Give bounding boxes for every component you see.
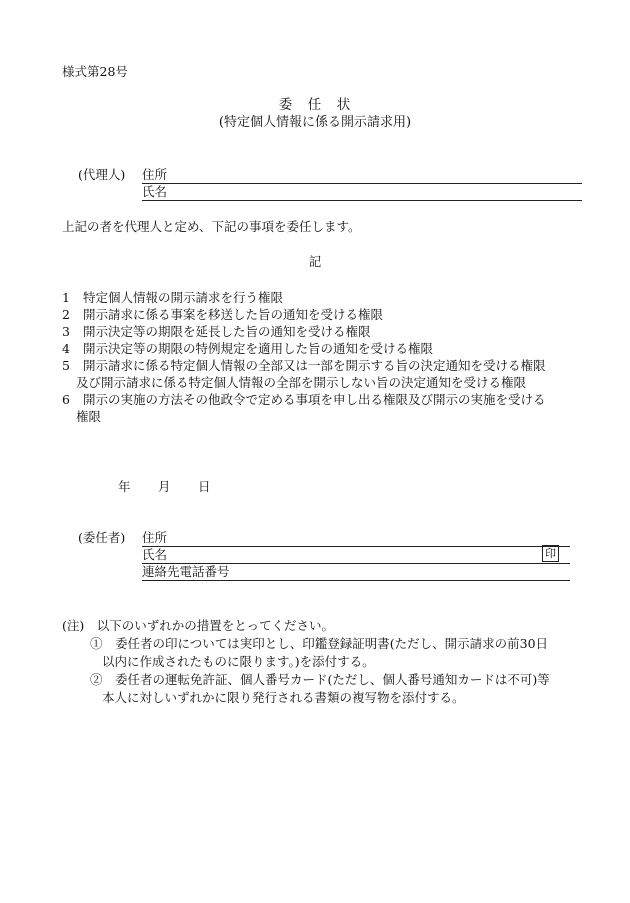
agent-name-label: 氏名 [142,184,168,199]
item-text: 特定個人情報の開示請求を行う権限 [83,290,284,305]
note-line-continued: 本人に対しいずれかに限り発行される書類の複写物を添付する。 [102,690,465,705]
document-subtitle: (特定個人情報に係る開示請求用) [218,115,412,130]
item-number: 5 [62,358,70,373]
notes-heading: (注) 以下のいずれかの措置をとってください。 [62,618,335,633]
agent-label: (代理人) [78,167,126,182]
delegation-statement: 上記の者を代理人と定め、下記の事項を委任します。 [62,219,361,234]
note-item [90,635,548,671]
item-text-continued: 権限 [76,409,102,424]
agent-address-field[interactable] [142,167,582,184]
note-line-continued: 以内に作成されたものに限ります。)を添付する。 [102,654,375,669]
item-number: 3 [62,324,70,339]
item-text-continued: 及び開示請求に係る特定個人情報の全部を開示しない旨の決定通知を受ける権限 [76,375,527,390]
note-line: ① 委任者の印については実印とし、印鑑登録証明書(ただし、開示請求の前30日 [90,636,549,651]
agent-address-label: 住所 [142,167,168,182]
item-text: 開示決定等の期限を延長した旨の通知を受ける権限 [83,324,371,339]
seal-mark: 印 [542,545,559,562]
list-item [62,357,546,391]
date-month: 月 [158,479,171,494]
list-item [62,306,383,323]
principal-name-field[interactable] [142,547,570,564]
item-number: 6 [62,392,70,407]
item-number: 2 [62,307,70,322]
list-item [62,391,546,425]
item-number: 4 [62,341,70,356]
list-item [62,289,283,306]
principal-address-field[interactable] [142,530,570,547]
item-text: 開示決定等の期限の特例規定を適用した旨の通知を受ける権限 [83,341,434,356]
document-title: 委 任 状 [278,97,352,113]
form-number: 様式第28号 [62,64,128,79]
item-text: 開示請求に係る事案を移送した旨の通知を受ける権限 [83,307,384,322]
list-item [62,340,433,357]
ki-heading: 記 [308,254,322,269]
agent-name-field[interactable] [142,184,582,201]
date-year: 年 [118,479,131,494]
principal-name-label: 氏名 [142,547,168,562]
principal-phone-field[interactable] [142,564,570,581]
note-item [90,671,550,707]
list-item [62,323,371,340]
principal-label: (委任者) [78,530,126,545]
item-text: 開示の実施の方法その他政令で定める事項を申し出る権限及び開示の実施を受ける [83,392,546,407]
principal-phone-label: 連絡先電話番号 [142,564,230,579]
item-text: 開示請求に係る特定個人情報の全部又は一部を開示する旨の決定通知を受ける権限 [83,358,546,373]
item-number: 1 [62,290,70,305]
principal-address-label: 住所 [142,530,168,545]
note-line: ② 委任者の運転免許証、個人番号カード(ただし、個人番号通知カードは不可)等 [90,672,550,687]
date-day: 日 [198,479,211,494]
